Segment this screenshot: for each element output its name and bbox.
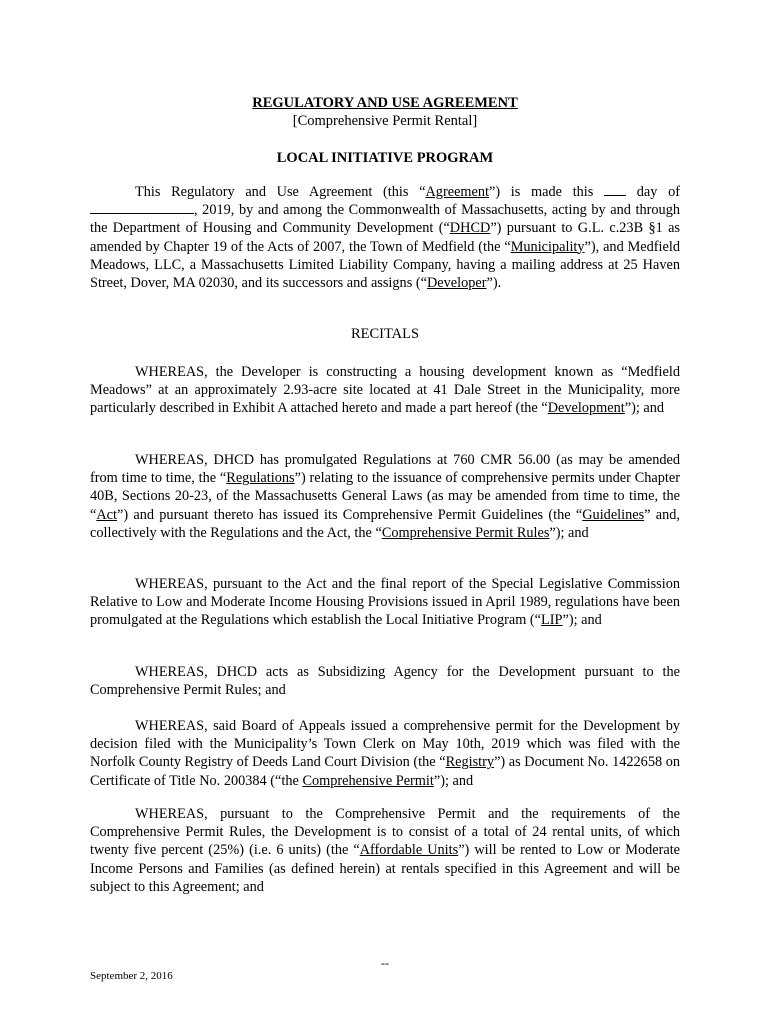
term-dhcd: DHCD xyxy=(449,220,491,237)
term-comprehensive-permit: Comprehensive Permit xyxy=(302,772,434,789)
term-developer: Developer xyxy=(426,275,487,292)
day-blank xyxy=(604,185,626,196)
term-municipality: Municipality xyxy=(510,238,585,255)
document-subtitle: [Comprehensive Permit Rental] xyxy=(292,113,478,129)
whereas-paragraph-2: WHEREAS, DHCD has promulgated Regulations at 760 CMR 56.00 (as may be amended from time to time, the “Regulations”) relating to the issuance of comprehensive permits under Chapter 40B, Sections 20-23, of the Massachusetts General Laws (as may be amended from time to time, the “Act”) and pursuant thereto has issued its Comprehensive Permit Guidelines (the “Guidelines” and, collectively with the Regulations and the Act, the “Comprehensive Permit Rules”); and xyxy=(90,452,680,541)
whereas-paragraph-5: WHEREAS, said Board of Appeals issued a comprehensive permit for the Development by decision filed with the Municipality’s Town Clerk on May 10th, 2019 which was filed with the Norfolk County Registry of Deeds Land Court Division (the “Registry”) as Document No. 1422658 on Certificate of Title No. 200384 (“the Comprehensive Permit”); and xyxy=(90,718,681,789)
term-lip: LIP xyxy=(541,612,563,629)
term-registry: Registry xyxy=(445,754,495,771)
program-heading: LOCAL INITIATIVE PROGRAM xyxy=(276,150,494,166)
term-guidelines: Guidelines xyxy=(582,506,645,523)
recitals-heading: RECITALS xyxy=(350,326,420,342)
whereas-paragraph-6: WHEREAS, pursuant to the Comprehensive Permit and the requirements of the Comprehensive Permit Rules, the Development is to consist of a total of 24 rental units, of which twenty five percent (25%) (i.e. 6 units) (the “Affordable Units”) will be rented to Low or Moderate Income Persons and Families (as defined herein) at rentals specified in this Agreement and will be subject to this Agreement; and xyxy=(90,806,681,895)
term-agreement: Agreement xyxy=(425,184,489,200)
month-blank xyxy=(90,203,194,214)
term-act: Act xyxy=(96,506,118,523)
term-affordable-units: Affordable Units xyxy=(359,842,459,859)
intro-paragraph: This Regulatory and Use Agreement (this “Agreement”) is made this day of , 2019, by and among the Commonwealth of Massachusetts, acting by and through the Department of Housing and Community Development (“DHCD”) pursuant to G.L. c.23B §1 as amended by Chapter 19 of the Acts of 2007, the Town of Medfield (the “Municipality”), and Medfield Meadows, LLC, a Massachusetts Limited Liability Company, having a mailing address at 25 Haven Street, Dover, MA 02030, and its successors and assigns (“Developer”). xyxy=(90,184,680,292)
term-regulations: Regulations xyxy=(226,470,295,487)
footer-date: September 2, 2016 xyxy=(90,970,173,982)
whereas-paragraph-4: WHEREAS, DHCD acts as Subsidizing Agency for the Development pursuant to the Comprehensive Permit Rules; and xyxy=(90,664,680,699)
term-comprehensive-permit-rules: Comprehensive Permit Rules xyxy=(381,524,550,541)
whereas-paragraph-1: WHEREAS, the Developer is constructing a housing development known as “Medfield Meadows” at an approximately 2.93-acre site located at 41 Dale Street in the Municipality, more particularly described in Exhibit A attached hereto and made a part hereof (the “Development”); and xyxy=(90,364,680,417)
document-title: REGULATORY AND USE AGREEMENT xyxy=(252,95,518,111)
whereas-paragraph-3: WHEREAS, pursuant to the Act and the final report of the Special Legislative Commission Relative to Low and Moderate Income Housing Provisions issued in April 1989, regulations have been promulgated at the Regulations which establish the Local Initiative Program (“LIP”); and xyxy=(90,576,680,629)
term-development: Development xyxy=(547,400,625,417)
page-marker: -- xyxy=(381,956,389,970)
